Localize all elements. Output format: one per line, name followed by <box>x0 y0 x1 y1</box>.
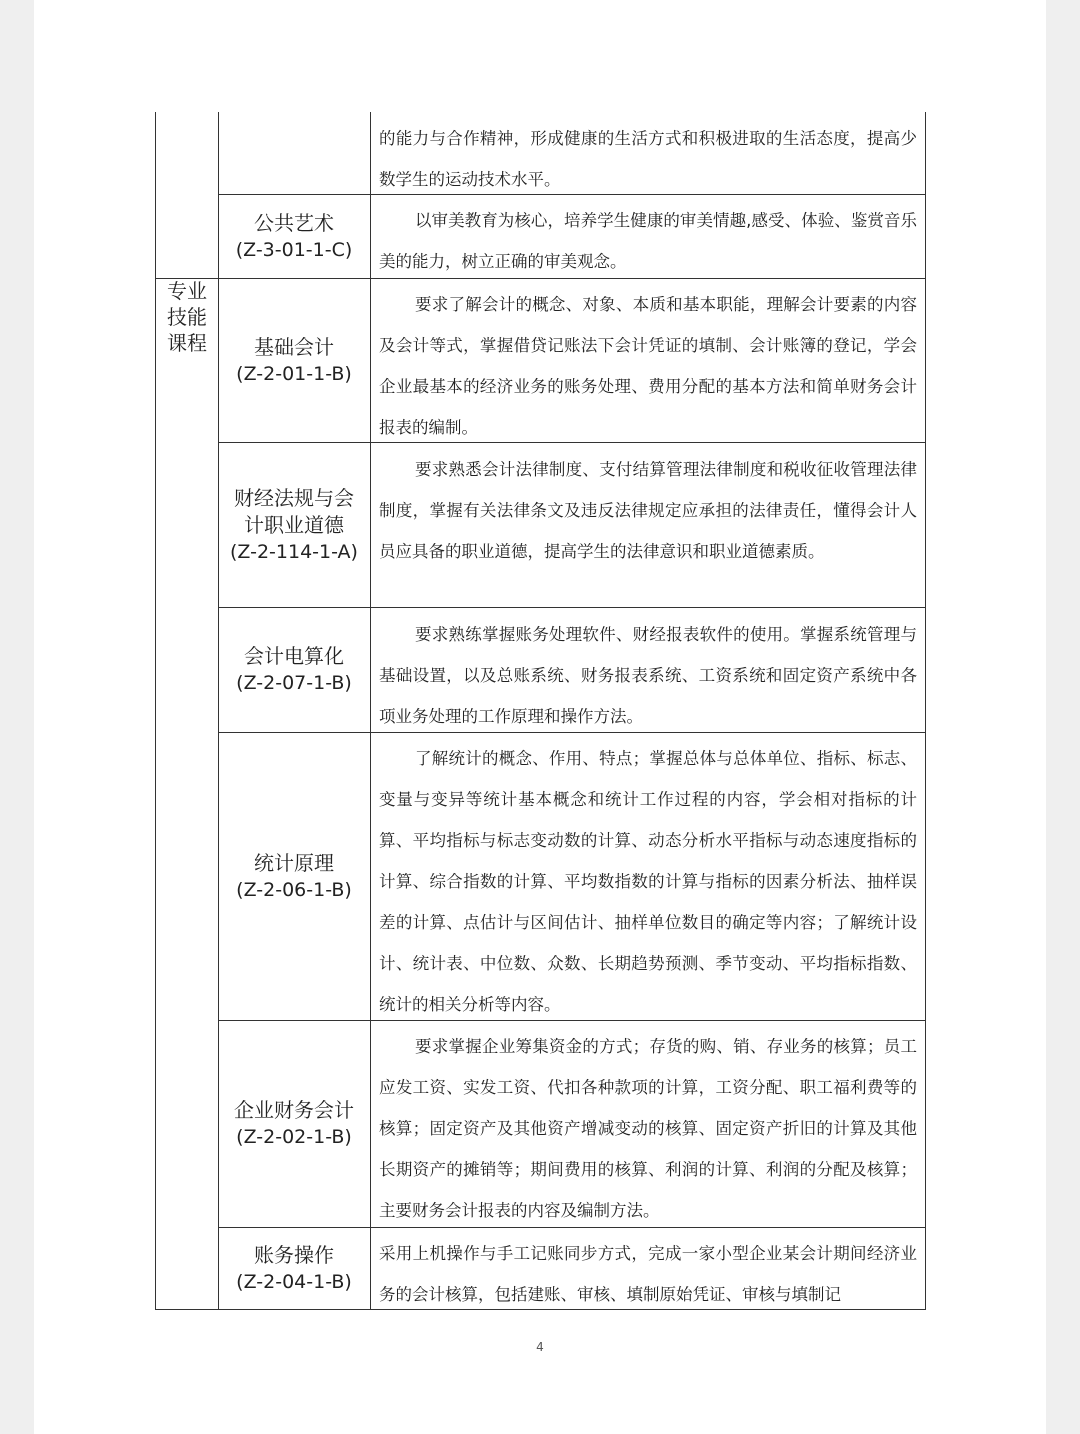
course-name-cell <box>218 279 370 442</box>
course-name: 基础会计 <box>254 334 334 359</box>
course-description: 以审美教育为核心，培养学生健康的审美情趣,感受、体验、鉴赏音乐美的能力，树立正确的审美观念。 <box>379 211 917 271</box>
course-code: (Z-3-01-1-C) <box>235 238 353 261</box>
course-name-cell <box>218 195 370 278</box>
course-name: 公共艺术 <box>254 210 334 235</box>
category-label <box>156 278 218 356</box>
course-code: (Z-2-07-1-B) <box>236 672 352 694</box>
course-name-cell <box>218 608 370 732</box>
course-code: (Z-2-06-1-B) <box>236 878 352 901</box>
course-code: (Z-2-04-1-B) <box>236 1270 352 1293</box>
course-code: (Z-2-02-1-B) <box>236 1126 352 1148</box>
course-name: 企业财务会计 <box>234 1098 354 1122</box>
course-description: 采用上机操作与手工记账同步方式，完成一家小型企业某会计期间经济业务的会计核算，包括建账、审核、填制原始凭证、审核与填制记 <box>379 1244 917 1304</box>
course-name: 统计原理 <box>254 850 334 875</box>
course-description: 要求掌握企业筹集资金的方式；存货的购、销、存业务的核算；员工应发工资、实发工资、代扣各种款项的计算，工资分配、职工福利费等的核算；固定资产及其他资产增减变动的核算、固定资产折旧的计算及其他长期资产的摊销等；期间费用的核算、利润的计算、利润的分配及核算；主要财务会计报表的内容及编制方法。 <box>379 1037 917 1220</box>
category-line: 专业 <box>167 279 207 303</box>
category-line: 课程 <box>167 331 207 355</box>
course-description: 了解统计的概念、作用、特点；掌握总体与总体单位、指标、标志、变量与变异等统计基本概念和统计工作过程的内容，学会相对指标的计算、平均指标与标志变动数的计算、动态分析水平指标与动态速度指标的计算、综合指数的计算、平均数指数的计算与指标的因素分析法、抽样误差的计算、点估计与区间估计、抽样单位数目的确定等内容；了解统计设计、统计表、中位数、众数、长期趋势预测、季节变动、平均指标指数、统计的相关分析等内容。 <box>379 749 917 1014</box>
course-name: 账务操作 <box>254 1242 334 1267</box>
course-code: (Z-2-01-1-B) <box>236 362 352 385</box>
course-name-cell <box>218 1228 370 1309</box>
course-name: 财经法规与会 <box>234 485 354 510</box>
course-name: 会计电算化 <box>244 644 344 668</box>
course-name-cell <box>218 443 370 607</box>
page-number: 4 <box>536 1340 544 1354</box>
course-name-cell <box>218 1021 370 1227</box>
category-line: 技能 <box>167 305 207 329</box>
course-name: 计职业道德 <box>244 512 344 537</box>
course-name-cell <box>218 733 370 1020</box>
course-code: (Z-2-114-1-A) <box>230 540 358 563</box>
table-divider-name <box>370 112 371 1310</box>
table-border-right <box>925 112 926 1310</box>
course-description: 的能力与合作精神，形成健康的生活方式和积极进取的生活态度，提高少数学生的运动技术水平。 <box>379 129 917 189</box>
course-description: 要求了解会计的概念、对象、本质和基本职能，理解会计要素的内容及会计等式，掌握借贷记账法下会计凭证的填制、会计账簿的登记，学会企业最基本的经济业务的账务处理、费用分配的基本方法和简单财务会计报表的编制。 <box>379 295 917 437</box>
course-description: 要求熟练掌握账务处理软件、财经报表软件的使用。掌握系统管理与基础设置，以及总账系统、财务报表系统、工资系统和固定资产系统中各项业务处理的工作原理和操作方法。 <box>379 625 917 726</box>
course-description: 要求熟悉会计法律制度、支付结算管理法律制度和税收征收管理法律制度，掌握有关法律条文及违反法律规定应承担的法律责任，懂得会计人员应具备的职业道德，提高学生的法律意识和职业道德素质。 <box>379 460 917 561</box>
